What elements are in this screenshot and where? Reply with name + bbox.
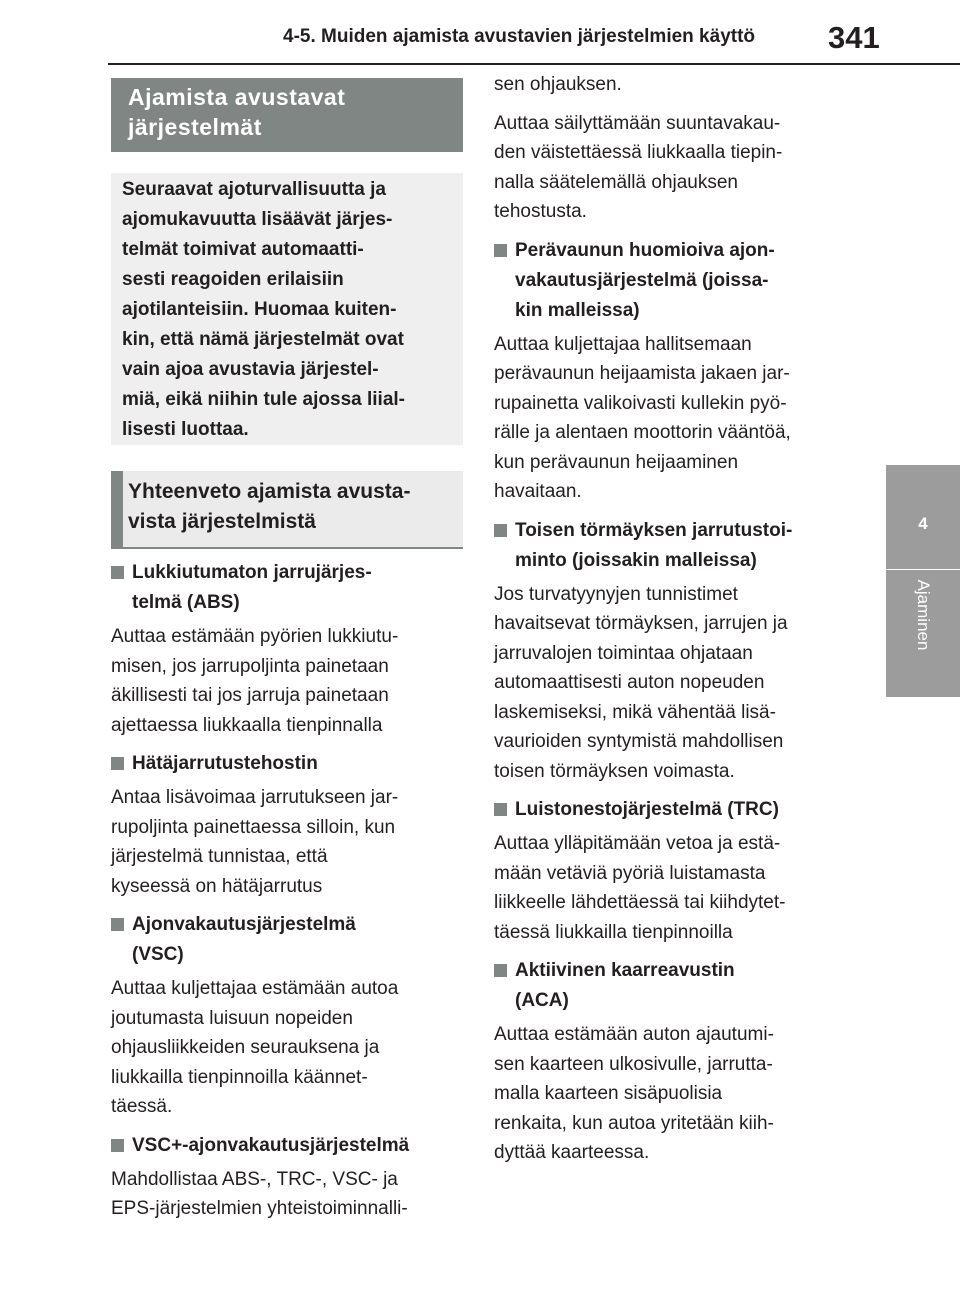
feature-title-text: Aktiivinen kaarreavustin (ACA)	[515, 960, 735, 1011]
feature-item-vsc	[111, 910, 463, 1122]
feature-description: Antaa lisävoimaa jarrutukseen jar- rupoljinta painettaessa silloin, kun järjestelmä tunnistaa, että kyseessä on hätäjarrutus	[111, 787, 399, 897]
square-bullet-icon	[494, 524, 507, 537]
square-bullet-icon	[494, 244, 507, 257]
feature-item-secondary-collision-brake	[494, 516, 846, 787]
chapter-label: Ajaminen	[914, 579, 933, 651]
chapter-number: 4	[918, 514, 928, 533]
page-number: 341	[828, 20, 880, 55]
intro-box: Seuraavat ajoturvallisuutta ja ajomukavuutta lisäävät järjes- telmät toimivat automaatti- sesti reagoiden erilaisiin ajotilanteisiin. Huomaa kuiten- kin, että nämä järjestelmät ovat vain ajoa avustavia järjestel- miä, eikä niihin tule ajossa liial- lisesti luottaa.	[111, 173, 463, 445]
section-heading: Ajamista avustavat järjestelmät	[111, 78, 463, 152]
feature-title-text: Hätäjarrutustehostin	[132, 753, 318, 774]
feature-title	[494, 956, 846, 1016]
feature-item-brake-assist	[111, 749, 463, 901]
header-rule	[108, 63, 960, 65]
summary-heading: Yhteenveto ajamista avusta- vista järjestelmistä	[111, 471, 463, 549]
feature-title	[111, 910, 463, 970]
feature-title	[494, 516, 846, 576]
feature-description: Mahdollistaa ABS-, TRC-, VSC- ja EPS-järjestelmien yhteistoiminnalli-	[111, 1168, 408, 1219]
section-title: 4-5. Muiden ajamista avustavien järjestelmien käyttö	[283, 26, 756, 47]
right-column	[494, 70, 846, 1177]
feature-title-text: Ajonvakautusjärjestelmä (VSC)	[132, 914, 356, 965]
feature-title	[494, 795, 846, 825]
feature-item-aca	[494, 956, 846, 1168]
feature-title-text: Perävaunun huomioiva ajon- vakautusjärjestelmä (joissa- kin malleissa)	[515, 239, 775, 321]
square-bullet-icon	[111, 566, 124, 579]
feature-item-trc	[494, 795, 846, 947]
continued-text: sen ohjauksen.	[494, 74, 622, 95]
feature-title-text: VSC+-ajonvakautusjärjestelmä	[132, 1134, 410, 1156]
feature-title	[111, 1131, 463, 1161]
feature-item-abs	[111, 558, 463, 740]
feature-title-text: Luistonestojärjestelmä (TRC)	[515, 799, 779, 820]
square-bullet-icon	[494, 964, 507, 977]
feature-title	[111, 558, 463, 618]
chapter-tab-divider	[886, 569, 960, 570]
feature-description: Auttaa estämään auton ajautumi- sen kaarteen ulkosivulle, jarrutta- malla kaarteen sisäpuolisia renkaita, kun autoa yritetään kiih- dyttää kaarteessa.	[494, 1024, 774, 1163]
chapter-tab	[886, 465, 960, 697]
feature-description: Auttaa ylläpitämään vetoa ja estä- mään vetäviä pyöriä luistamasta liikkeelle lähdettäessä tai kiihdytet- täessä liukkailla tienpinnoilla	[494, 833, 786, 943]
square-bullet-icon	[494, 803, 507, 816]
feature-description: Jos turvatyynyjen tunnistimet havaitsevat törmäyksen, jarrujen ja jarruvalojen toimintaa ohjataan automaattisesti auton nopeuden laskemiseksi, mikä vähentää lisä- vaurioiden syntymistä mahdollisen toisen törmäyksen voimasta.	[494, 583, 788, 782]
feature-title	[494, 236, 846, 326]
continued-text-2: Auttaa säilyttämään suuntavakau- den väistettäessä liukkaalla tiepin- nalla säätelemällä ohjauksen tehostusta.	[494, 112, 783, 222]
feature-title-text: Lukkiutumaton jarrujärjes- telmä (ABS)	[132, 562, 372, 613]
feature-item-trailer-sway	[494, 236, 846, 507]
square-bullet-icon	[111, 1139, 124, 1152]
feature-description: Auttaa kuljettajaa estämään autoa joutumasta luisuun nopeiden ohjausliikkeiden seurauksena ja liukkailla tienpinnoilla käännet- täessä.	[111, 978, 399, 1117]
feature-list-left	[111, 558, 463, 1224]
square-bullet-icon	[111, 757, 124, 770]
feature-list-right	[494, 236, 846, 1168]
feature-description: Auttaa estämään pyörien lukkiutu- misen, jos jarrupoljinta painetaan äkillisesti tai jos jarruja painetaan ajettaessa liukkaalla tienpinnalla	[111, 626, 399, 736]
feature-item-vsc-plus	[111, 1131, 463, 1224]
feature-title	[111, 749, 463, 779]
feature-description: Auttaa kuljettajaa hallitsemaan perävaunun heijaamista jakaen jar- rupainetta valikoivasti kullekin pyö- rälle ja alentaen moottorin vääntöä, kun perävaunun heijaaminen havaitaan.	[494, 333, 791, 502]
feature-title-text: Toisen törmäyksen jarrutustoi- minto (joissakin malleissa)	[515, 519, 793, 571]
left-column	[111, 78, 463, 1233]
square-bullet-icon	[111, 918, 124, 931]
